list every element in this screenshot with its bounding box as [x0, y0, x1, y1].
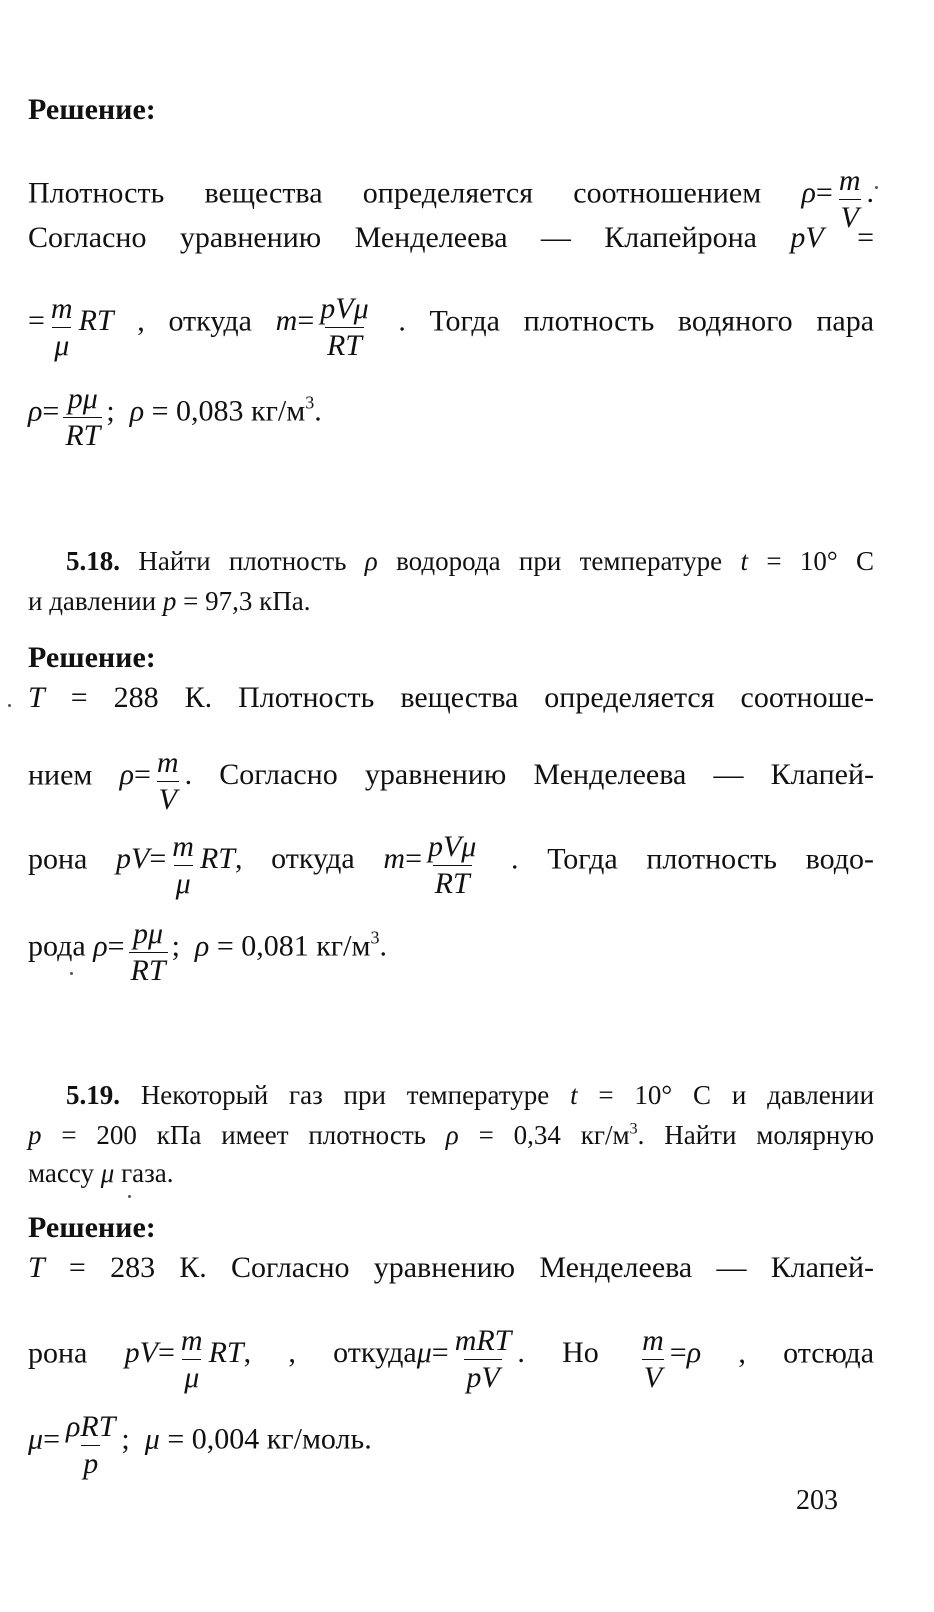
p518-sol-line-3: рона pV= $\frac{m}{\mu}$ RT, откуда m= pVμ RT . Тогда плотность водо- [28, 830, 875, 900]
solution-heading-1: Решение: [28, 93, 156, 126]
fraction: ρRT p [65, 1410, 116, 1480]
problem-number: 5.19. [66, 1080, 120, 1110]
problem-5-19-line-1: 5.19. Некоторый газ при температуре t = 10° С и давлении [66, 1080, 875, 1110]
problem-number: 5.18. [66, 546, 120, 576]
s1-line-3: = $\frac{m}{\mu}$ RT , откуда m= pVμ RT . Тогда плотность водяного пара [28, 292, 875, 362]
p518-sol-line-2: нием ρ= $\frac{m}{V}$ . Согласно уравнению Менделеева — Клапей- [28, 746, 874, 816]
p519-sol-line-2: рона pV= $\frac{m}{\mu}$ RT, , откудаμ= mRT pV . Но $\frac{m}{V}$ =ρ , отсюда [28, 1324, 875, 1394]
fraction: pVμ RT [320, 292, 369, 362]
fraction: $\frac{m}{V}$ [838, 164, 861, 234]
problem-5-18-line-2: и давлении p = 97,3 кПа. [28, 586, 311, 616]
scan-speck [875, 186, 878, 189]
fraction: $\frac{p\mu}{RT}$ [65, 382, 101, 452]
solution-heading-2: Решение: [28, 641, 156, 674]
fraction: $\frac{m}{V}$ [642, 1324, 664, 1394]
scan-speck [128, 1195, 131, 1198]
fraction: mRT pV [454, 1324, 512, 1394]
s1-line-1: Плотность вещества определяется соотношением ρ= $\frac{m}{V}$ . [28, 164, 874, 234]
s1-line-2: Согласно уравнению Менделеева — Клапейрона pV = [28, 221, 875, 254]
fraction: $\frac{m}{\mu}$ [50, 292, 73, 362]
scan-speck [8, 704, 11, 707]
problem-5-19-line-3: массу μ газа. [28, 1158, 174, 1188]
fraction: $\frac{m}{\mu}$ [172, 830, 194, 900]
s1-line-4: ρ= $\frac{p\mu}{RT}$ ; ρ = 0,083 $кг/м^3$. [28, 382, 322, 452]
fraction: $\frac{p\mu}{RT}$ [130, 917, 166, 987]
scan-speck [70, 972, 73, 975]
solution-heading-3: Решение: [28, 1211, 156, 1244]
p519-sol-line-1: T = 283 К. Согласно уравнению Менделеева — Клапей- [28, 1251, 875, 1284]
p519-sol-line-3: μ= ρRT p ; μ = 0,004 кг/моль. [28, 1410, 372, 1480]
page-number: 203 [796, 1485, 838, 1516]
p518-sol-line-4: рода ρ= $\frac{p\mu}{RT}$ ; ρ = 0,081 $кг/м^3$. [28, 917, 387, 987]
fraction: $\frac{m}{\mu}$ [180, 1324, 203, 1394]
fraction: $\frac{m}{V}$ [156, 746, 179, 816]
problem-5-18-line-1: 5.18. Найти плотность ρ водорода при температуре t = 10° С [66, 546, 875, 576]
p518-sol-line-1: T = 288 К. Плотность вещества определяется соотноше- [28, 681, 875, 714]
fraction: pVμ RT [427, 830, 477, 900]
problem-5-19-line-2: p = 200 кПа имеет плотность ρ = 0,34 $кг/м^3$. Найти молярную [28, 1119, 874, 1150]
